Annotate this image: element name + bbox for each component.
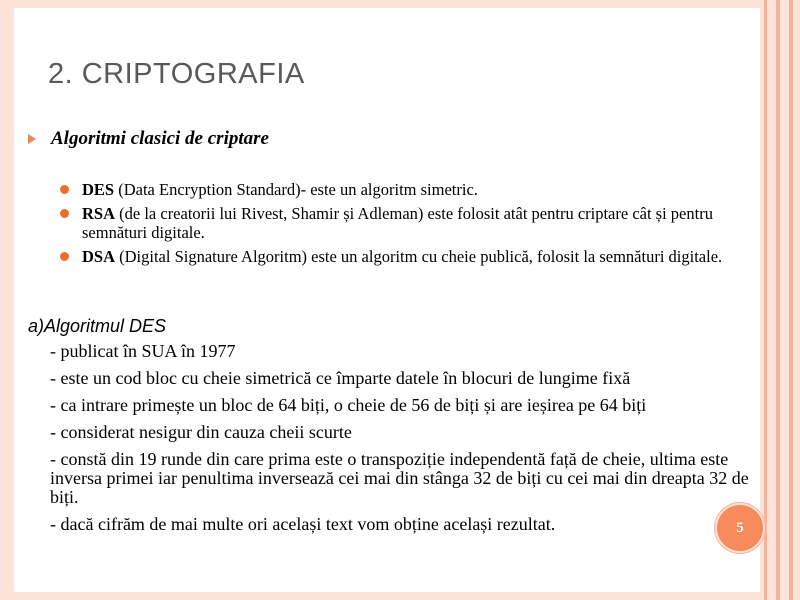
frame-top (0, 0, 800, 8)
detail-line: - constă din 19 runde din care prima este o transpoziție independentă față de cheie, ultima este inversa primei iar penultima inversează cei mai din stânga 32 de biți cu cei mai din dreapta 32 de biți. (50, 449, 749, 507)
algorithm-description: (de la creatorii lui Rivest, Shamir și Adleman) este folosit atât pentru criptare cât și pentru semnături digitale. (82, 204, 713, 242)
algorithm-list (60, 180, 750, 271)
dot-bullet-icon (60, 252, 69, 261)
detail-line: - considerat nesigur din cauza cheii scurte (50, 422, 352, 442)
list-item (60, 204, 750, 242)
list-item (60, 180, 750, 199)
detail-line: - dacă cifrăm de mai multe ori același text vom obține același rezultat. (50, 514, 556, 534)
list-item (60, 247, 750, 266)
heading-text: Algoritmi clasici de criptare (51, 128, 269, 149)
slide-title: 2. CRIPTOGRAFIA (48, 58, 305, 90)
section-heading: a)Algoritmul DES (28, 316, 167, 336)
arrow-bullet-icon (28, 134, 36, 144)
page-number-badge: 5 (715, 503, 765, 553)
detail-line: - publicat în SUA în 1977 (50, 341, 236, 361)
heading-bullet (28, 128, 269, 150)
des-details (50, 342, 760, 542)
algorithm-name: RSA (82, 204, 116, 223)
algorithm-name: DSA (82, 247, 116, 266)
detail-line: - ca intrare primește un bloc de 64 biți, o cheie de 56 de biți și are ieșirea pe 64 biți (50, 395, 647, 415)
dot-bullet-icon (60, 209, 69, 218)
frame-left (0, 0, 14, 600)
algorithm-description: (Data Encryption Standard)- este un algoritm simetric. (114, 180, 478, 199)
dot-bullet-icon (60, 185, 69, 194)
algorithm-name: DES (82, 180, 115, 199)
decorative-stripes (760, 0, 800, 600)
algorithm-description: (Digital Signature Algoritm) este un algoritm cu cheie publică, folosit la semnături digitale. (115, 247, 723, 266)
detail-line: - este un cod bloc cu cheie simetrică ce împarte datele în blocuri de lungime fixă (50, 368, 631, 388)
frame-bottom (0, 592, 800, 600)
